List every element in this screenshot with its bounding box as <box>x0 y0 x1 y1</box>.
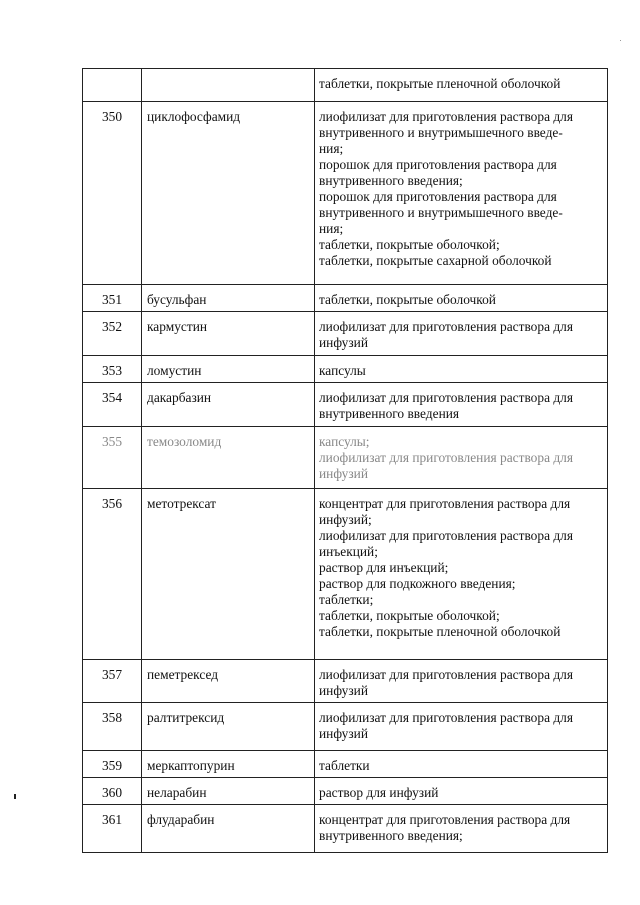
drug-table-body <box>83 69 608 853</box>
dosage-forms <box>315 805 608 853</box>
dosage-form-line: порошок для приготовления раствора для <box>319 189 557 204</box>
dosage-form-line: таблетки, покрытые оболочкой; <box>319 608 500 623</box>
drug-name: бусульфан <box>142 285 315 312</box>
row-number: 354 <box>83 383 142 427</box>
dosage-form-line: раствор для инъекций; <box>319 560 449 575</box>
dosage-form-line: лиофилизат для приготовления раствора для <box>319 109 574 124</box>
row-number: 360 <box>83 778 142 805</box>
dosage-form-line: лиофилизат для приготовления раствора для <box>319 710 574 725</box>
dosage-form-line: таблетки, покрытые оболочкой <box>319 292 496 307</box>
table-row <box>83 383 608 427</box>
dosage-form-line: таблетки <box>319 758 370 773</box>
dosage-form-line: капсулы; <box>319 434 370 449</box>
dosage-forms <box>315 427 608 489</box>
drug-name: дакарбазин <box>142 383 315 427</box>
dosage-form-line: инфузий <box>319 466 368 481</box>
row-number: 351 <box>83 285 142 312</box>
dosage-form-line: внутривенного введения; <box>319 173 463 188</box>
table-row <box>83 356 608 383</box>
table-row <box>83 102 608 285</box>
row-number: 352 <box>83 312 142 356</box>
dosage-form-line: лиофилизат для приготовления раствора для <box>319 667 574 682</box>
dosage-form-line: капсулы <box>319 363 366 378</box>
table-row <box>83 751 608 778</box>
table-row <box>83 312 608 356</box>
row-number: 355 <box>83 427 142 489</box>
row-number: 359 <box>83 751 142 778</box>
dosage-forms <box>315 703 608 751</box>
dosage-form-line: порошок для приготовления раствора для <box>319 157 557 172</box>
dosage-form-line: инфузий <box>319 683 368 698</box>
drug-name: кармустин <box>142 312 315 356</box>
drug-name: меркаптопурин <box>142 751 315 778</box>
drug-name: метотрексат <box>142 489 315 660</box>
margin-mark <box>14 794 16 799</box>
dosage-form-line: лиофилизат для приготовления раствора для <box>319 528 574 543</box>
drug-name: темозоломид <box>142 427 315 489</box>
row-number: 350 <box>83 102 142 285</box>
dosage-form-line: инъекций; <box>319 544 378 559</box>
dosage-forms <box>315 356 608 383</box>
drug-name: пеметрексед <box>142 660 315 703</box>
dosage-form-line: внутривенного введения <box>319 406 460 421</box>
dosage-form-line: ния; <box>319 141 344 156</box>
dosage-forms <box>315 383 608 427</box>
row-number: 353 <box>83 356 142 383</box>
dosage-forms <box>315 312 608 356</box>
dosage-form-line: таблетки, покрытые оболочкой; <box>319 237 500 252</box>
table-row <box>83 703 608 751</box>
dosage-forms <box>315 751 608 778</box>
dosage-forms <box>315 102 608 285</box>
dosage-form-line: инфузий; <box>319 512 372 527</box>
dosage-form-line: внутривенного и внутримышечного введе- <box>319 205 563 220</box>
dosage-forms <box>315 489 608 660</box>
dosage-form-line: раствор для подкожного введения; <box>319 576 516 591</box>
dosage-form-line: концентрат для приготовления раствора для <box>319 812 571 827</box>
row-number: 358 <box>83 703 142 751</box>
dosage-form-line: внутривенного и внутримышечного введе- <box>319 125 563 140</box>
drug-name: циклофосфамид <box>142 102 315 285</box>
row-number: 356 <box>83 489 142 660</box>
drug-name: ломустин <box>142 356 315 383</box>
row-number: 361 <box>83 805 142 853</box>
drug-name: флударабин <box>142 805 315 853</box>
dosage-form-line: таблетки, покрытые пленочной оболочкой <box>319 624 561 639</box>
dosage-form-line: лиофилизат для приготовления раствора для <box>319 450 574 465</box>
table-row <box>83 427 608 489</box>
dosage-form-line: концентрат для приготовления раствора для <box>319 496 571 511</box>
dosage-form-line: внутривенного введения; <box>319 828 463 843</box>
row-number <box>83 69 142 102</box>
dosage-forms <box>315 69 608 102</box>
dosage-forms <box>315 778 608 805</box>
dosage-form-line: таблетки, покрытые сахарной оболочкой <box>319 253 552 268</box>
row-number: 357 <box>83 660 142 703</box>
drug-name: ралтитрексид <box>142 703 315 751</box>
table-row <box>83 805 608 853</box>
table-row <box>83 489 608 660</box>
table-row <box>83 285 608 312</box>
dosage-form-line: ния; <box>319 221 344 236</box>
corner-dot <box>620 40 621 41</box>
dosage-form-line: инфузий <box>319 726 368 741</box>
drug-name <box>142 69 315 102</box>
table-row <box>83 69 608 102</box>
dosage-forms <box>315 285 608 312</box>
dosage-form-line: таблетки; <box>319 592 374 607</box>
table-row <box>83 778 608 805</box>
drug-name: неларабин <box>142 778 315 805</box>
dosage-form-line: лиофилизат для приготовления раствора для <box>319 319 574 334</box>
drug-table <box>82 68 608 853</box>
dosage-forms <box>315 660 608 703</box>
table-row <box>83 660 608 703</box>
dosage-form-line: инфузий <box>319 335 368 350</box>
dosage-form-line: лиофилизат для приготовления раствора для <box>319 390 574 405</box>
dosage-form-line: раствор для инфузий <box>319 785 439 800</box>
dosage-form-line: таблетки, покрытые пленочной оболочкой <box>319 76 561 91</box>
